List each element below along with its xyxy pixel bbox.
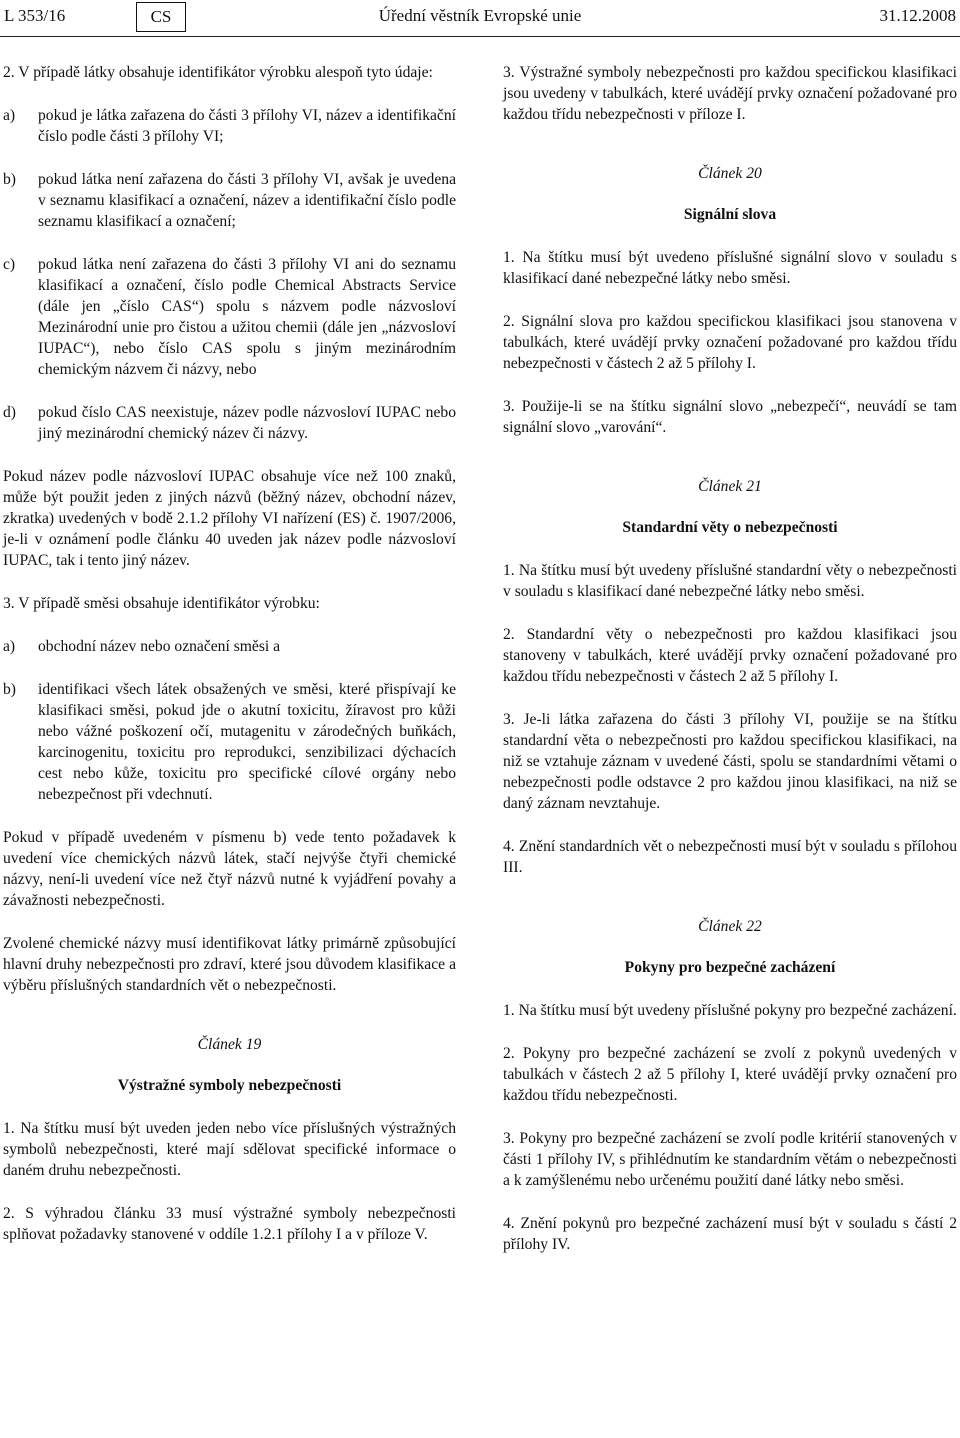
item-text: obchodní název nebo označení směsi a <box>38 638 281 655</box>
article-21-title: Standardní věty o nebezpečnosti <box>622 519 838 536</box>
article-22-number: Článek 22 <box>698 918 762 935</box>
item-text: identifikaci všech látek obsažených ve směsi, které přispívají ke klasifikaci směsi, pokud jde o akutní toxicitu, žíravost pro kůži nebo vážné poškození očí, mutagenitu v zárodečných buňkách, karcinogenitu, toxicitu pro reprodukci, senzibilizaci dýchacích cest nebo kůže, toxicitu pro specifické cílové orgány nebo nebezpečnost při vdechnutí. <box>38 681 456 803</box>
article-21-paragraph-1: 1. Na štítku musí být uvedeny příslušné standardní věty o nebezpečnosti v souladu s klasifikací dané nebezpečné látky nebo směsi. <box>503 562 957 600</box>
item-label: a) <box>3 638 16 655</box>
article-20-number: Článek 20 <box>698 165 762 182</box>
paragraph-2-iupac-note: Pokud název podle názvosloví IUPAC obsahuje více než 100 znaků, může být použit jeden z jiných názvů (běžný název, obchodní název, zkratka) uvedených v bodě 2.1.2 přílohy VI nařízení (ES) č. 1907/2006, je-li v oznámení podle článku 40 uveden jak název podle názvosloví IUPAC, tak i tento jiný název. <box>3 468 456 569</box>
item-label: d) <box>3 404 16 421</box>
paragraph-3-note-1: Pokud v případě uvedeném v písmenu b) vede tento požadavek k uvedení více chemických názvů látek, stačí nejvýše čtyři chemické názvy, není-li uvedení více než čtyř názvů nutné k vyjádření povahy a závažnosti nebezpečnosti. <box>3 829 456 909</box>
page-header <box>0 0 960 40</box>
article-21-paragraph-4: 4. Znění standardních vět o nebezpečnosti musí být v souladu s přílohou III. <box>503 838 957 876</box>
page-reference: L 353/16 <box>4 6 66 25</box>
item-text: pokud látka není zařazena do části 3 přílohy VI ani do seznamu klasifikací a označení, číslo podle Chemical Abstracts Service (dále jen „číslo CAS“) spolu s názvem podle názvosloví Mezinárodní unie pro čistou a užitou chemii (dále jen „názvosloví IUPAC“), nebo číslo CAS spolu s jiným mezinárodním chemickým názvem či názvy, nebo <box>38 256 456 378</box>
article-19-paragraph-3: 3. Výstražné symboly nebezpečnosti pro každou specifickou klasifikaci jsou uvedeny v tabulkách, které uvádějí prvky označení požadované pro každou třídu nebezpečnosti v příloze I. <box>503 64 957 123</box>
item-text: pokud číslo CAS neexistuje, název podle názvosloví IUPAC nebo jiný mezinárodní chemický název či názvy. <box>38 404 456 442</box>
article-19-number: Článek 19 <box>197 1036 262 1053</box>
language-code-box: CS <box>136 2 186 32</box>
right-column <box>503 62 957 1277</box>
journal-title: Úřední věstník Evropské unie <box>378 6 582 25</box>
article-21-paragraph-2: 2. Standardní věty o nebezpečnosti pro každou klasifikaci jsou stanoveny v tabulkách, které uvádějí prvky označení požadované pro každou třídu nebezpečnosti v částech 2 až 5 přílohy I. <box>503 626 957 685</box>
article-22-title: Pokyny pro bezpečné zacházení <box>624 959 836 976</box>
item-text: pokud látka není zařazena do části 3 přílohy VI, avšak je uvedena v seznamu klasifikací a označení, název a identifikační číslo podle seznamu klasifikací a označení; <box>38 171 456 230</box>
list-item <box>3 636 456 657</box>
article-20-paragraph-2: 2. Signální slova pro každou specifickou klasifikaci jsou stanovena v tabulkách, které uvádějí prvky označení požadované pro každou třídu nebezpečnosti v částech 2 až 5 přílohy I. <box>503 313 957 372</box>
article-21-paragraph-3: 3. Je-li látka zařazena do části 3 přílohy VI, použije se na štítku standardní věta o nebezpečnosti pro každou specifickou klasifikaci, na niž se vztahuje záznam v uvedené části, spolu se standardními větami o nebezpečnosti podle odstavce 2 pro každou jinou klasifikaci, na niž se daný záznam nevztahuje. <box>503 711 957 812</box>
item-label: a) <box>3 107 16 124</box>
list-item <box>3 402 456 444</box>
article-20-paragraph-3: 3. Použije-li se na štítku signální slovo „nebezpečí“, neuvádí se tam signální slovo „varování“. <box>503 398 957 436</box>
item-label: b) <box>3 681 16 698</box>
article-20-paragraph-1: 1. Na štítku musí být uvedeno příslušné signální slovo v souladu s klasifikací dané nebezpečné látky nebo směsi. <box>503 249 957 287</box>
article-22-paragraph-2: 2. Pokyny pro bezpečné zacházení se zvolí z pokynů uvedených v tabulkách v částech 2 až 5 přílohy I, které uvádějí prvky označení pro každou třídu nebezpečnosti. <box>503 1045 957 1104</box>
list-item <box>3 254 456 380</box>
item-label: c) <box>3 256 16 273</box>
paragraph-3-intro: 3. V případě směsi obsahuje identifikátor výrobku: <box>3 595 320 612</box>
article-19-title: Výstražné symboly nebezpečnosti <box>117 1077 342 1094</box>
article-20-title: Signální slova <box>683 206 777 223</box>
header-rule <box>0 36 960 37</box>
article-19-paragraph-2: 2. S výhradou článku 33 musí výstražné symboly nebezpečnosti splňovat požadavky stanovené v oddíle 1.2.1 přílohy I a v příloze V. <box>3 1205 456 1243</box>
item-text: pokud je látka zařazena do části 3 přílohy VI, název a identifikační číslo podle části 3 přílohy VI; <box>38 107 456 145</box>
publication-date: 31.12.2008 <box>879 6 956 25</box>
list-item <box>3 169 456 232</box>
article-21-number: Článek 21 <box>698 478 762 495</box>
article-22-paragraph-4: 4. Znění pokynů pro bezpečné zacházení musí být v souladu s částí 2 přílohy IV. <box>503 1215 957 1253</box>
list-item <box>3 105 456 147</box>
paragraph-2-intro: 2. V případě látky obsahuje identifikátor výrobku alespoň tyto údaje: <box>3 64 433 81</box>
paragraph-3-note-2: Zvolené chemické názvy musí identifikovat látky primárně způsobující hlavní druhy nebezpečnosti pro zdraví, které jsou důvodem klasifikace a výběru příslušných standardních vět o nebezpečnosti. <box>3 935 456 994</box>
article-22-paragraph-3: 3. Pokyny pro bezpečné zacházení se zvolí podle kritérií stanovených v části 1 přílohy IV, s přihlédnutím ke standardním větám o nebezpečnosti a k zamýšlenému nebo určenému použití dané látky nebo směsi. <box>503 1130 957 1189</box>
left-column <box>3 62 456 1267</box>
list-item <box>3 679 456 805</box>
article-22-paragraph-1: 1. Na štítku musí být uvedeny příslušné pokyny pro bezpečné zacházení. <box>503 1002 957 1019</box>
item-label: b) <box>3 171 16 188</box>
article-19-paragraph-1: 1. Na štítku musí být uveden jeden nebo více příslušných výstražných symbolů nebezpečnosti, které mají sdělovat specifické informace o daném druhu nebezpečnosti. <box>3 1120 456 1179</box>
